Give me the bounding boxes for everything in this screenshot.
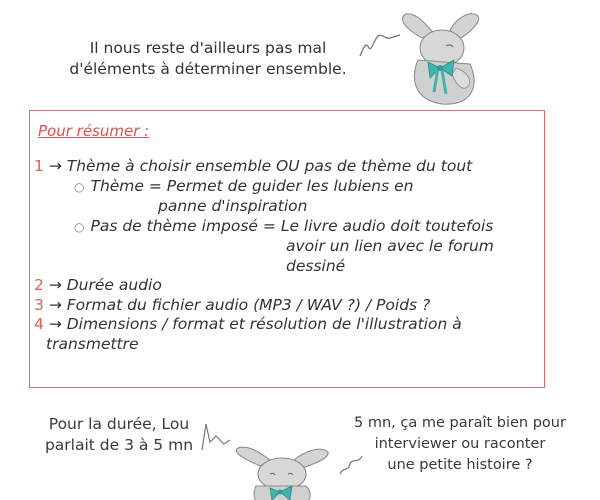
item-text: Thème à choisir ensemble OU pas de thème du tout <box>66 157 473 175</box>
summary-title: Pour résumer : <box>38 122 150 140</box>
summary-list <box>34 157 540 354</box>
summary-item-4 <box>34 315 540 335</box>
arrow-icon: → <box>48 295 62 314</box>
intro-text <box>48 38 368 80</box>
arrow-icon: → <box>48 157 62 175</box>
summary-subitem <box>34 217 540 238</box>
subitem-continuation: avoir un lien avec le forum <box>286 237 494 255</box>
bunny-illustration-icon <box>222 430 342 500</box>
summary-item-1 <box>34 157 540 177</box>
summary-item-2 <box>34 276 540 296</box>
summary-box <box>29 110 545 388</box>
bunny-illustration-icon <box>394 8 494 108</box>
bottom-right-line-1: 5 mn, ça me paraît bien pour <box>354 415 566 431</box>
item-text: Dimensions / format et résolution de l'illustration à <box>66 315 462 333</box>
summary-subitem <box>34 177 540 198</box>
bullet-icon: ○ <box>74 219 85 234</box>
intro-line-2: d'éléments à déterminer ensemble. <box>69 60 347 78</box>
item-continuation: transmettre <box>46 334 139 353</box>
summary-item-3 <box>34 296 540 316</box>
bottom-left-line-1: Pour la durée, Lou <box>48 415 190 433</box>
bottom-right-text <box>340 413 580 476</box>
arrow-icon: → <box>48 315 62 333</box>
intro-line-1: Il nous reste d'ailleurs pas mal <box>89 39 327 57</box>
arrow-icon: → <box>48 276 62 294</box>
bottom-left-text <box>34 414 204 456</box>
bottom-right-line-2: interviewer ou raconter <box>374 436 546 452</box>
subitem-continuation: dessiné <box>286 256 346 275</box>
item-number: 2 <box>34 276 44 294</box>
item-text: Format du fichier audio (MP3 / WAV ?) / Poids ? <box>66 295 431 314</box>
bullet-icon: ○ <box>74 179 85 194</box>
item-number: 4 <box>34 315 44 333</box>
item-text: Durée audio <box>66 276 162 294</box>
item-number: 1 <box>34 157 44 175</box>
subitem-continuation: panne d'inspiration <box>158 197 308 215</box>
subitem-text: Thème = Permet de guider les lubiens en <box>90 176 414 195</box>
subitem-text: Pas de thème imposé = Le livre audio doit toutefois <box>90 216 494 235</box>
bottom-left-line-2: parlait de 3 à 5 mn <box>44 436 194 454</box>
item-number: 3 <box>34 295 44 314</box>
bottom-right-line-3: une petite histoire ? <box>387 457 533 473</box>
